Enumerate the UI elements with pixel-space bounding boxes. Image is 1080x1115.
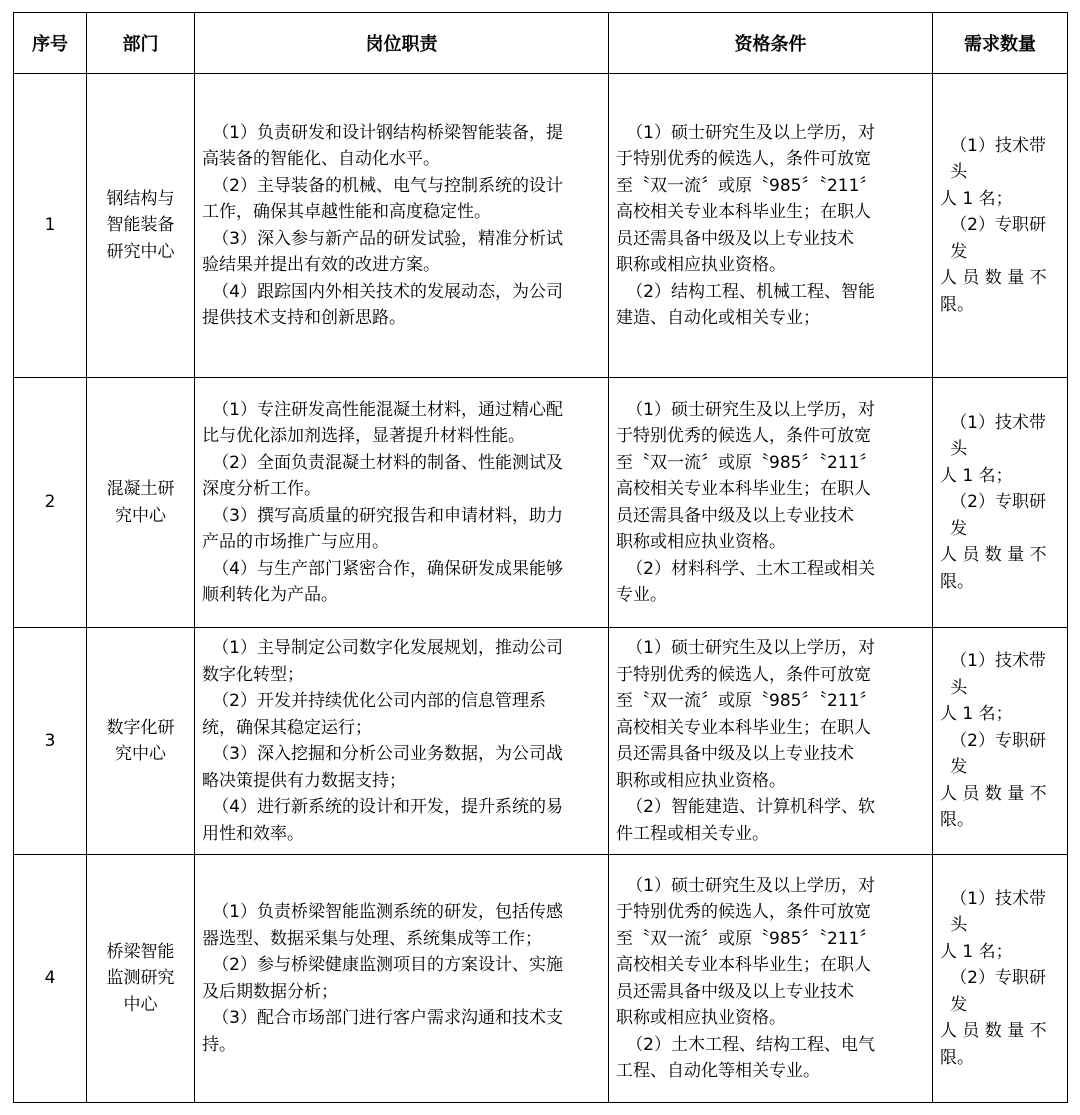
recruitment-table (13, 12, 1068, 1103)
cell-duties-line: 持。 (202, 1034, 236, 1055)
table-row (14, 855, 1068, 1103)
cell-duties-line: （1）主导制定公司数字化发展规划，推动公司 (212, 638, 564, 658)
cell-count-line: 人 1 名； (940, 941, 1013, 962)
cell-quals (609, 855, 933, 1103)
cell-duties-line: （4）与生产部门紧密合作，确保研发成果能够 (212, 558, 564, 579)
cell-quals-line: （1）硕士研究生及以上学历，对 (626, 875, 876, 896)
cell-count-line: （1）技术带头 (950, 412, 1047, 460)
cell-duties-line: 高装备的智能化、自动化水平。 (202, 149, 440, 169)
cell-quals-line: 至〝双一流〞或原〝985〞〝211〞 (616, 928, 877, 949)
cell-duties-line: 比与优化添加剂选择，显著提升材料性能。 (202, 426, 525, 446)
cell-duties-line: （2）开发并持续优化公司内部的信息管理系 (212, 691, 547, 711)
cell-count (933, 74, 1068, 378)
cell-duties-line: （3）深入挖掘和分析公司业务数据，为公司战 (212, 744, 564, 764)
cell-duties (195, 74, 609, 378)
header-count: 需求数量 (933, 13, 1068, 74)
cell-count-line: （1）技术带头 (950, 135, 1047, 183)
cell-dept-line: 究中心 (115, 744, 166, 764)
cell-dept-line: 智能装备 (106, 215, 175, 236)
cell-duties-line: （4）跟踪国内外相关技术的发展动态，为公司 (212, 281, 564, 302)
cell-quals (609, 378, 933, 628)
cell-duties-line: 提供技术支持和创新思路。 (202, 308, 406, 328)
cell-duties (195, 628, 609, 855)
header-seq: 序号 (14, 13, 87, 74)
cell-quals-line: （1）硕士研究生及以上学历，对 (626, 638, 876, 658)
cell-duties-line: （2）主导装备的机械、电气与控制系统的设计 (212, 175, 564, 196)
cell-quals-line: 于特别优秀的候选人，条件可放宽 (616, 149, 871, 169)
cell-seq: 4 (14, 855, 87, 1103)
table-row (14, 378, 1068, 628)
cell-duties-line: （3）深入参与新产品的研发试验，精准分析试 (212, 228, 564, 249)
table-body (14, 74, 1068, 1103)
cell-quals-line: 高校相关专业本科毕业生；在职人 (616, 717, 871, 738)
cell-quals-line: （2）结构工程、机械工程、智能 (626, 281, 876, 302)
cell-duties-line: （4）进行新系统的设计和开发，提升系统的易 (212, 797, 564, 817)
cell-quals-line: （1）硕士研究生及以上学历，对 (626, 122, 876, 143)
cell-quals (609, 628, 933, 855)
cell-count-line: 人 员 数 量 不 (940, 783, 1047, 804)
cell-count (933, 855, 1068, 1103)
cell-count-line: 人 员 数 量 不 (940, 268, 1047, 289)
cell-dept-line: 究中心 (115, 505, 166, 526)
cell-count-line: （1）技术带头 (950, 651, 1047, 698)
cell-count-line: 人 员 数 量 不 (940, 545, 1047, 566)
cell-dept (87, 855, 195, 1103)
cell-duties-line: 产品的市场推广与应用。 (202, 532, 389, 552)
cell-quals-line: （2）土木工程、结构工程、电气 (626, 1034, 876, 1055)
cell-duties-line: 统，确保其稳定运行； (202, 717, 372, 738)
cell-quals-line: 至〝双一流〞或原〝985〞〝211〞 (616, 691, 877, 711)
cell-quals-line: 员还需具备中级及以上专业技术 (616, 981, 854, 1002)
cell-count-line: 人 员 数 量 不 (940, 1021, 1047, 1042)
cell-count-line: 限。 (940, 1047, 974, 1068)
header-row (14, 13, 1068, 74)
cell-quals-line: 工程、自动化等相关专业。 (616, 1061, 820, 1081)
cell-count-line: （2）专职研发 (950, 492, 1047, 539)
cell-duties-line: 器选型、数据采集与处理、系统集成等工作； (202, 928, 542, 949)
cell-duties (195, 378, 609, 628)
cell-count-line: 限。 (940, 294, 974, 315)
cell-duties-line: 深度分析工作。 (202, 479, 321, 499)
table-row (14, 74, 1068, 378)
cell-count-line: （2）专职研发 (950, 730, 1047, 778)
cell-dept-line: 监测研究 (106, 968, 175, 989)
cell-quals-line: 于特别优秀的候选人，条件可放宽 (616, 426, 871, 446)
cell-dept-line: 钢结构与 (106, 188, 175, 209)
cell-duties-line: 顺利转化为产品。 (202, 585, 338, 605)
cell-duties-line: （3）配合市场部门进行客户需求沟通和技术支 (212, 1008, 564, 1028)
cell-quals-line: 职称或相应执业资格。 (616, 770, 786, 791)
cell-quals-line: （2）智能建造、计算机科学、软 (626, 797, 876, 817)
cell-quals-line: 专业。 (616, 585, 667, 605)
cell-dept (87, 74, 195, 378)
cell-duties-line: （3）撰写高质量的研究报告和申请材料，助力 (212, 505, 564, 526)
header-dept: 部门 (87, 13, 195, 74)
cell-seq: 1 (14, 74, 87, 378)
table-row (14, 628, 1068, 855)
cell-seq: 3 (14, 628, 87, 855)
cell-quals-line: 高校相关专业本科毕业生；在职人 (616, 202, 871, 222)
header-quals: 资格条件 (609, 13, 933, 74)
cell-duties-line: 及后期数据分析； (202, 981, 338, 1002)
cell-quals-line: 员还需具备中级及以上专业技术 (616, 744, 854, 764)
cell-quals-line: 职称或相应执业资格。 (616, 532, 786, 552)
cell-duties-line: 验结果并提出有效的改进方案。 (202, 255, 440, 275)
cell-quals-line: 高校相关专业本科毕业生；在职人 (616, 479, 871, 499)
cell-duties-line: （1）专注研发高性能混凝土材料，通过精心配 (212, 399, 564, 420)
cell-count-line: 人 1 名； (940, 704, 1013, 725)
cell-dept-line: 研究中心 (106, 241, 175, 262)
cell-duties-line: 工作，确保其卓越性能和高度稳定性。 (202, 202, 491, 222)
cell-quals-line: （2）材料科学、土木工程或相关 (626, 558, 876, 579)
cell-count-line: 限。 (940, 571, 974, 592)
cell-quals-line: 建造、自动化或相关专业； (616, 308, 820, 328)
cell-duties-line: 用性和效率。 (202, 823, 304, 844)
cell-duties-line: （2）参与桥梁健康监测项目的方案设计、实施 (212, 955, 564, 975)
cell-quals-line: 员还需具备中级及以上专业技术 (616, 228, 854, 249)
cell-dept-line: 数字化研 (106, 717, 175, 738)
cell-duties-line: （1）负责桥梁智能监测系统的研发，包括传感 (212, 902, 564, 922)
cell-quals-line: 高校相关专业本科毕业生；在职人 (616, 955, 871, 975)
cell-quals-line: 职称或相应执业资格。 (616, 255, 786, 275)
cell-count-line: （1）技术带头 (950, 888, 1047, 936)
cell-quals-line: 员还需具备中级及以上专业技术 (616, 505, 854, 526)
cell-count-line: 人 1 名； (940, 465, 1013, 486)
cell-duties-line: 数字化转型； (202, 664, 304, 685)
cell-duties-line: （2）全面负责混凝土材料的制备、性能测试及 (212, 452, 564, 473)
cell-duties-line: （1）负责研发和设计钢结构桥梁智能装备，提 (212, 122, 564, 143)
cell-count-line: 人 1 名； (940, 188, 1013, 209)
cell-quals-line: （1）硕士研究生及以上学历，对 (626, 399, 876, 420)
cell-quals-line: 件工程或相关专业。 (616, 823, 769, 844)
cell-quals-line: 于特别优秀的候选人，条件可放宽 (616, 902, 871, 922)
cell-count (933, 378, 1068, 628)
cell-dept (87, 628, 195, 855)
cell-quals (609, 74, 933, 378)
cell-count-line: （2）专职研发 (950, 968, 1047, 1015)
header-duties: 岗位职责 (195, 13, 609, 74)
cell-quals-line: 至〝双一流〞或原〝985〞〝211〞 (616, 175, 877, 196)
recruitment-table-container (13, 12, 1068, 1103)
cell-duties (195, 855, 609, 1103)
cell-dept-line: 中心 (123, 994, 158, 1015)
cell-quals-line: 至〝双一流〞或原〝985〞〝211〞 (616, 452, 877, 473)
cell-quals-line: 于特别优秀的候选人，条件可放宽 (616, 664, 871, 685)
cell-seq: 2 (14, 378, 87, 628)
cell-quals-line: 职称或相应执业资格。 (616, 1008, 786, 1028)
cell-dept-line: 桥梁智能 (106, 941, 175, 962)
cell-count-line: 限。 (940, 810, 974, 831)
cell-count-line: （2）专职研发 (950, 215, 1047, 262)
cell-dept-line: 混凝土研 (106, 479, 175, 499)
cell-dept (87, 378, 195, 628)
cell-duties-line: 略决策提供有力数据支持； (202, 770, 406, 791)
cell-count (933, 628, 1068, 855)
